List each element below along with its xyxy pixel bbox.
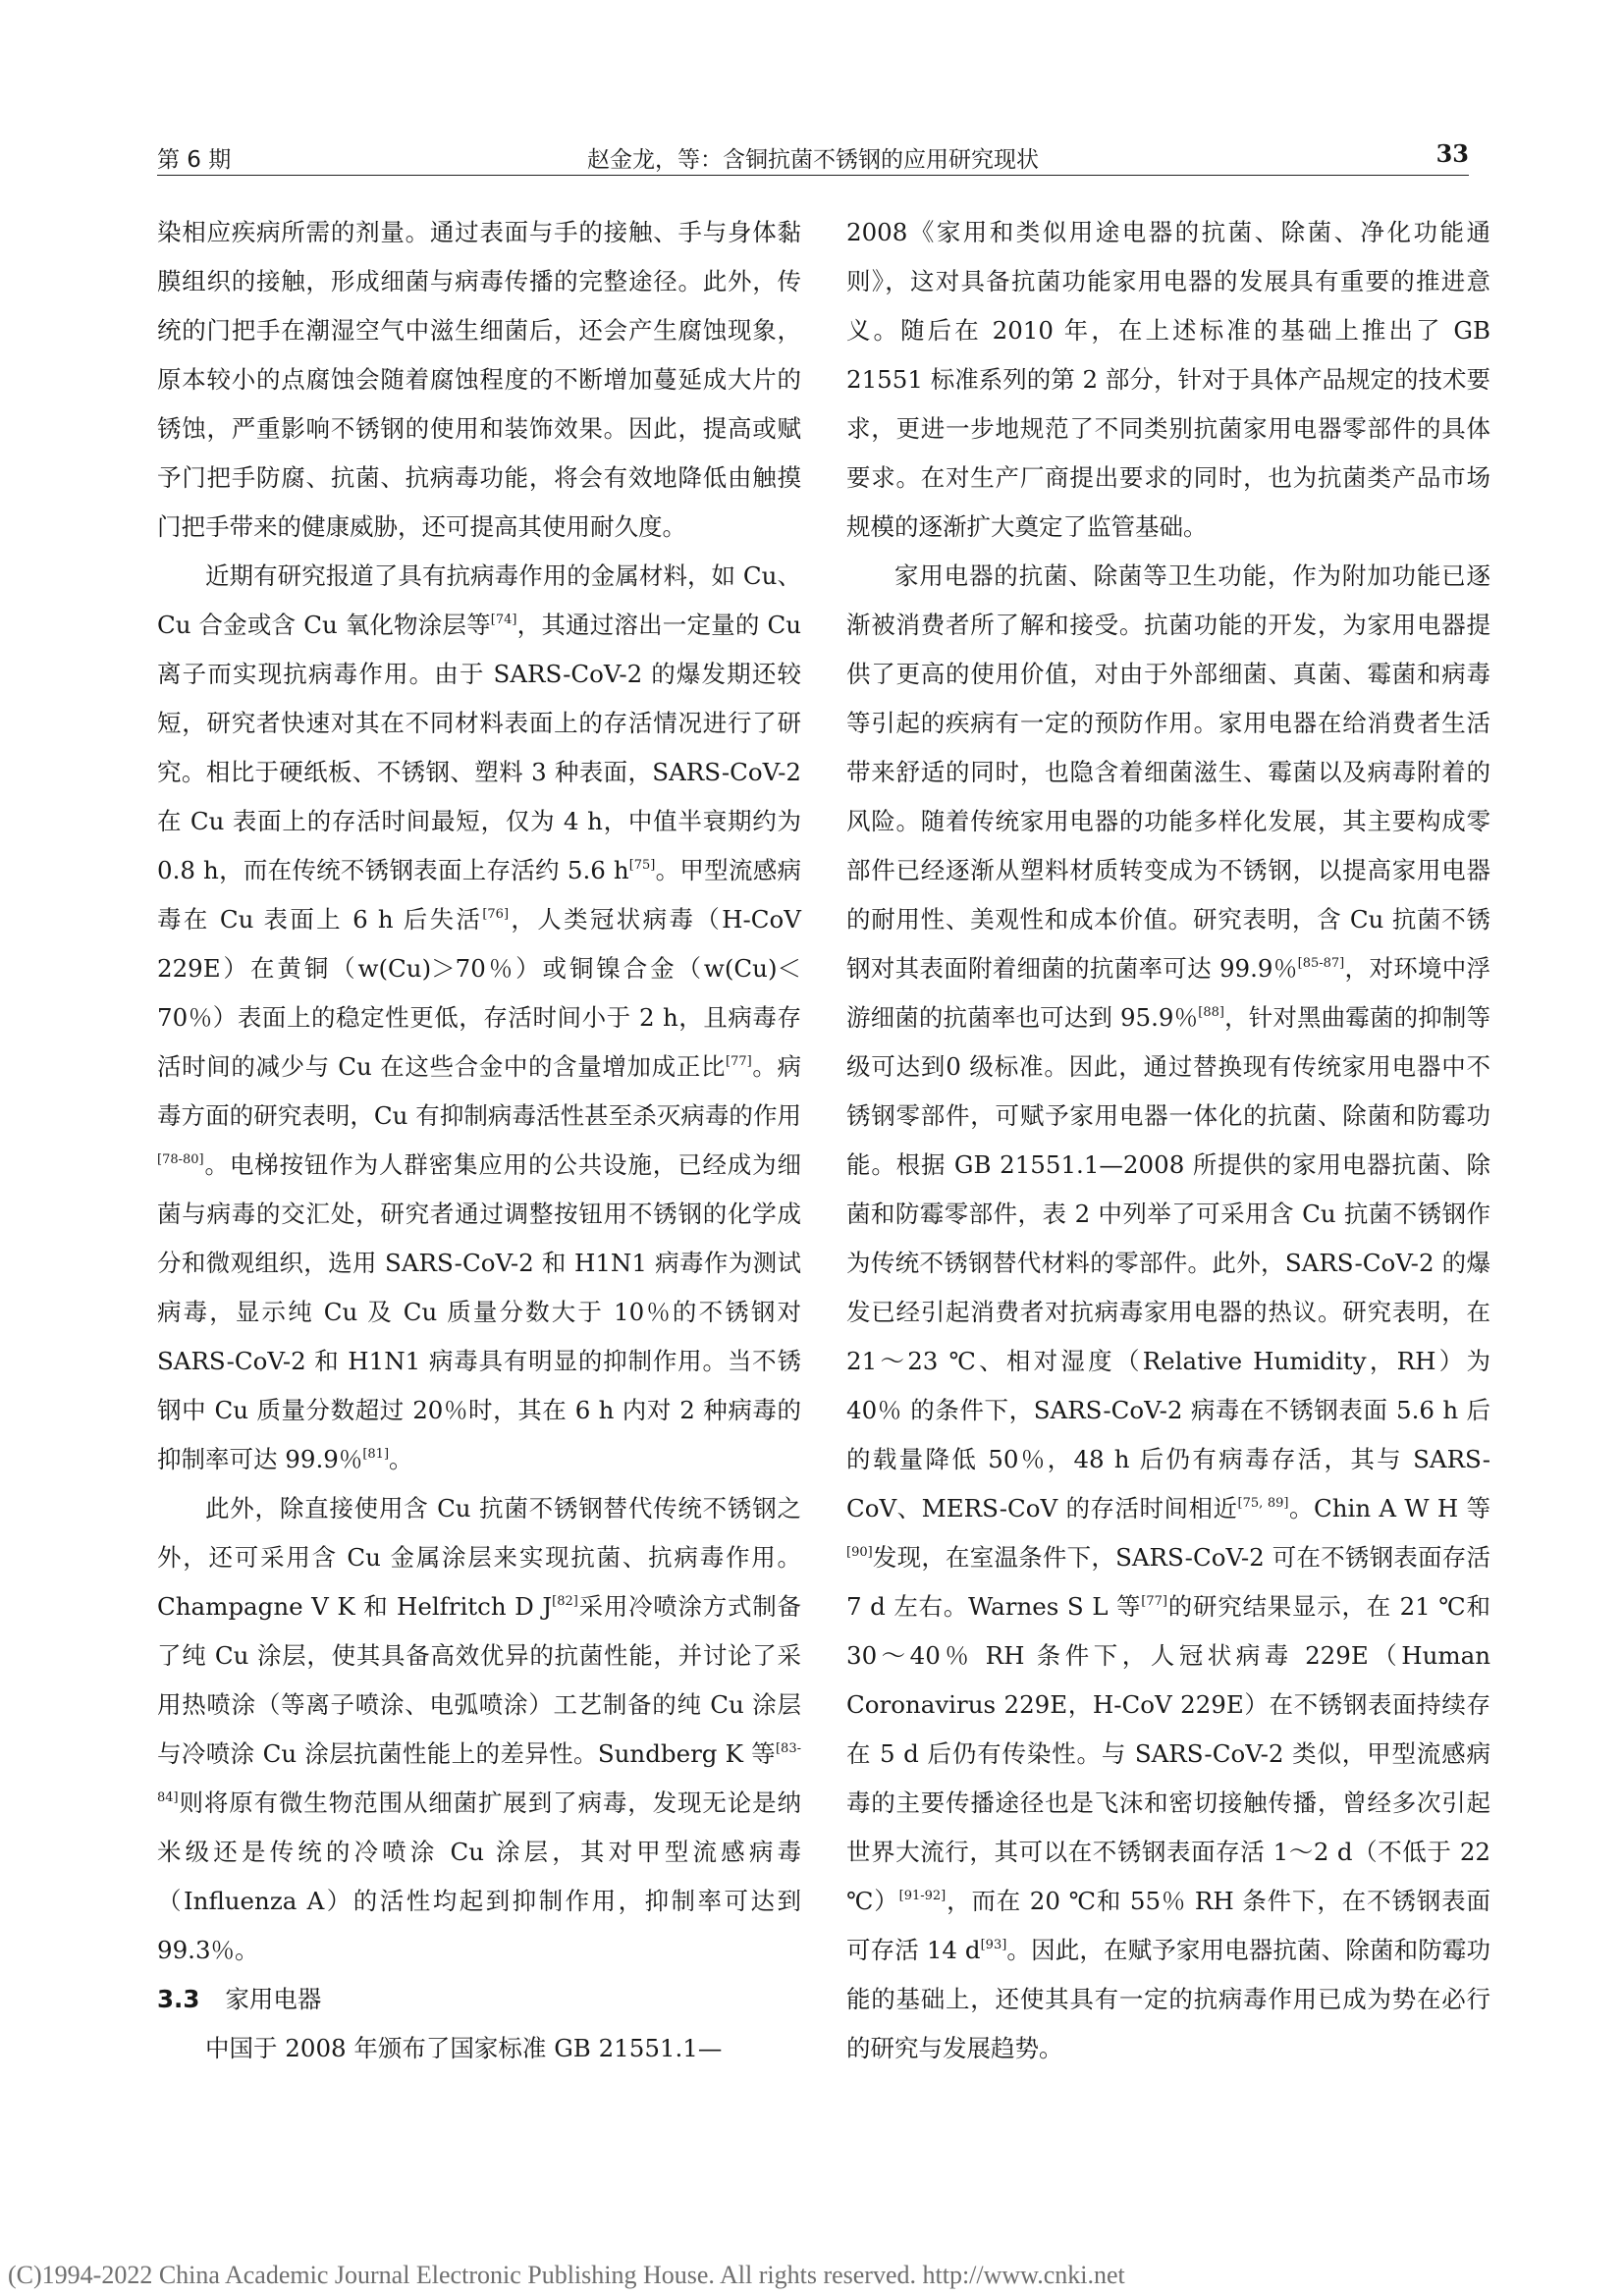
right-column (846, 208, 1490, 2073)
text-run: 则将原有微生物范围从细菌扩展到了病毒，发现无论是纳米级还是传统的冷喷涂 Cu 涂层，其对甲型流感病毒（Influenza A）的活性均起到抑制作用，抑制率可达到 99.3％。 (157, 1789, 801, 1964)
text-run: 采用冷喷涂方式制备了纯 Cu 涂层，使其具备高效优异的抗菌性能，并讨论了采用热喷涂（等离子喷涂、电弧喷涂）工艺制备的纯 Cu 涂层与冷喷涂 Cu 涂层抗菌性能上的差异性。Sundberg K 等 (157, 1592, 802, 1768)
text-run: ，而在 20 ℃和 55％ RH 条件下，在不锈钢表面可存活 14 d (846, 1887, 1490, 1964)
citation-ref: [78-80] (157, 1152, 204, 1167)
text-run: ，其通过溶出一定量的 Cu 离子而实现抗病毒作用。由于 SARS-CoV-2 的爆发期还较短，研究者快速对其在不同材料表面上的存活情况进行了研究。相比于硬纸板、不锈钢、塑料 3 种表面，SARS-CoV-2 在 Cu 表面上的存活时间最短，仅为 4 h，中值半衰期约为 0.8 h，而在传统不锈钢表面上存活约 5.6 h (157, 611, 801, 884)
citation-ref: [77] (726, 1054, 752, 1069)
text-run: ，对环境中浮游细菌的抗菌率也可达到 95.9％ (846, 954, 1491, 1032)
text-run: 。甲型流感病毒在 Cu 表面上 6 h 后失活 (157, 856, 801, 934)
text-run: 此外，除直接使用含 Cu 抗菌不锈钢替代传统不锈钢之外，还可采用含 Cu 金属涂层来实现抗菌、抗病毒作用。Champagne V K 和 Helfritch D J (157, 1494, 801, 1621)
text-run: 。因此，在赋予家用电器抗菌、除菌和防霉功能的基础上，还使其具有一定的抗病毒作用已成为势在必行的研究与发展趋势。 (846, 1936, 1490, 2062)
left-paragraph-1: 染相应疾病所需的剂量。通过表面与手的接触、手与身体黏膜组织的接触，形成细菌与病毒传播的完整途径。此外，传统的门把手在潮湿空气中滋生细菌后，还会产生腐蚀现象，原本较小的点腐蚀会随着腐蚀程度的不断增加蔓延成大片的锈蚀，严重影响不锈钢的使用和装饰效果。因此，提高或赋予门把手防腐、抗菌、抗病毒功能，将会有效地降低由触摸门把手带来的健康威胁，还可提高其使用耐久度。 (157, 218, 801, 541)
citation-ref: [75, 89] (1237, 1496, 1289, 1511)
text-run: 近期有研究报道了具有抗病毒作用的金属材料，如 Cu、Cu 合金或含 Cu 氧化物涂层等 (157, 561, 801, 639)
citation-ref: [85-87] (1297, 956, 1345, 971)
text-run: 。Chin A W H 等 (1288, 1494, 1490, 1522)
left-paragraph-2 (157, 552, 801, 1484)
left-column (157, 208, 801, 2073)
text-run: 。 (389, 1445, 413, 1473)
right-paragraph-1: 2008《家用和类似用途电器的抗菌、除菌、净化功能通则》，这对具备抗菌功能家用电器的发展具有重要的推进意义。随后在 2010 年，在上述标准的基础上推出了 GB 21551 标准系列的第 2 部分，针对于具体产品规定的技术要求，更进一步地规范了不同类别抗菌家用电器零部件的具体要求。在对生产厂商提出要求的同时，也为抗菌类产品市场规模的逐渐扩大奠定了监管基础。 (846, 218, 1490, 541)
copyright-footer: (C)1994-2022 China Academic Journal Electronic Publishing House. All rights reserved. http://www.cnki.net (8, 2261, 1125, 2289)
section-heading (157, 1975, 801, 2024)
citation-ref: [81] (362, 1447, 390, 1462)
text-run: ，针对黑曲霉菌的抑制等级可达到0 级标准。因此，通过替换现有传统家用电器中不锈钢零部件，可赋予家用电器一体化的抗菌、除菌和防霉功能。根据 GB 21551.1—2008 所提供的家用电器抗菌、除菌和防霉零部件，表 2 中列举了可采用含 Cu 抗菌不锈钢作为传统不锈钢替代材料的零部件。此外，SARS-CoV-2 的爆发已经引起消费者对抗病毒家用电器的热议。研究表明，在 21～23 ℃、相对湿度（Relative Humidity，RH）为 40％ 的条件下，SARS-CoV-2 病毒在不锈钢表面 5.6 h 后的载量降低 50％，48 h 后仍有病毒存活，其与 SARS-CoV、MERS-CoV 的存活时间相近 (846, 1003, 1490, 1522)
running-header (157, 135, 1469, 176)
text-run: 家用电器的抗菌、除菌等卫生功能，作为附加功能已逐渐被消费者所了解和接受。抗菌功能的开发，为家用电器提供了更高的使用价值，对由于外部细菌、真菌、霉菌和病毒等引起的疾病有一定的预防作用。家用电器在给消费者生活带来舒适的同时，也隐含着细菌滋生、霉菌以及病毒附着的风险。随着传统家用电器的功能多样化发展，其主要构成零部件已经逐渐从塑料材质转变成为不锈钢，以提高家用电器的耐用性、美观性和成本价值。研究表明，含 Cu 抗菌不锈钢对其表面附着细菌的抗菌率可达 99.9％ (846, 561, 1490, 983)
citation-ref: [83-84] (157, 1741, 801, 1805)
right-paragraph-2 (846, 552, 1490, 2073)
page-number: 33 (1435, 139, 1469, 168)
citation-ref: [82] (552, 1594, 578, 1609)
citation-ref: [88] (1198, 1005, 1224, 1020)
citation-ref: [76] (482, 907, 510, 922)
issue-label: 第 6 期 (157, 147, 232, 173)
running-title: 赵金龙，等：含铜抗菌不锈钢的应用研究现状 (587, 147, 1039, 173)
left-paragraph-3 (157, 1484, 801, 1975)
text-run: 。电梯按钮作为人群密集应用的公共设施，已经成为细菌与病毒的交汇处，研究者通过调整按钮用不锈钢的化学成分和微观组织，选用 SARS-CoV-2 和 H1N1 病毒作为测试病毒，显示纯 Cu 及 Cu 质量分数大于 10％的不锈钢对 SARS-CoV-2 和 H1N1 病毒具有明显的抑制作用。当不锈钢中 Cu 质量分数超过 20％时，其在 6 h 内对 2 种病毒的抑制率可达 99.9％ (157, 1150, 801, 1473)
section-title: 家用电器 (225, 1985, 322, 2013)
text-run: 发现，在室温条件下，SARS-CoV-2 可在不锈钢表面存活 7 d 左右。Warnes S L 等 (846, 1543, 1490, 1621)
citation-ref: [93] (980, 1938, 1007, 1952)
citation-ref: [90] (846, 1545, 873, 1560)
text-run: 的研究结果显示，在 21 ℃和 30～40％ RH 条件下，人冠状病毒 229E（Human Coronavirus 229E，H-CoV 229E）在不锈钢表面持续存在 5 d 后仍有传染性。与 SARS-CoV-2 类似，甲型流感病毒的主要传播途径也是飞沫和密切接触传播，曾经多次引起世界大流行，其可以在不锈钢表面存活 1～2 d（不低于 22 ℃） (846, 1592, 1490, 1915)
left-paragraph-4: 中国于 2008 年颁布了国家标准 GB 21551.1— (205, 2034, 723, 2062)
citation-ref: [77] (1141, 1594, 1167, 1609)
citation-ref: [74] (490, 613, 517, 627)
text-run: ，人类冠状病毒（H-CoV 229E）在黄铜（w(Cu)＞70％）或铜镍合金（w(Cu)＜70％）表面上的稳定性更低，存活时间小于 2 h，且病毒存活时间的减少与 Cu 在这些合金中的含量增加成正比 (157, 905, 801, 1081)
citation-ref: [75] (628, 858, 656, 873)
section-number: 3.3 (157, 1985, 200, 2013)
citation-ref: [91-92] (898, 1889, 947, 1903)
text-run: 。病毒方面的研究表明，Cu 有抑制病毒活性甚至杀灭病毒的作用 (157, 1052, 801, 1130)
